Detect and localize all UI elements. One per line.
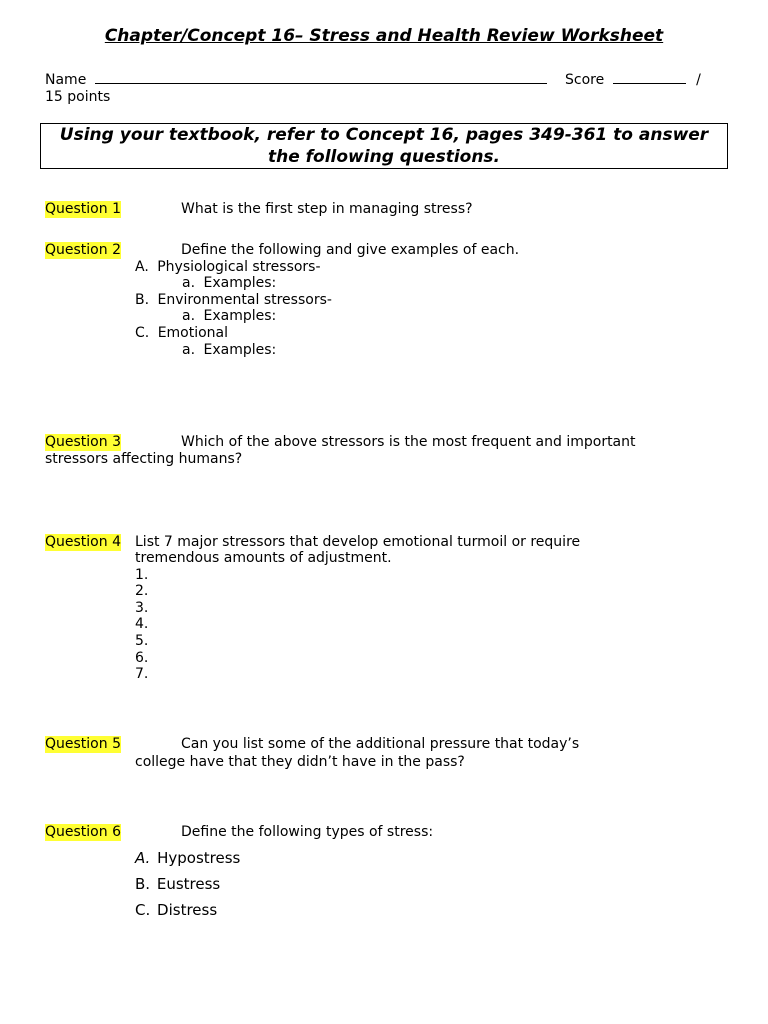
question-4-label: Question 4 [45,534,121,550]
question-1-label: Question 1 [45,201,121,217]
q4-number-1: 1. [135,567,149,583]
instructions-box [40,123,728,169]
list-letter: B. [135,875,151,893]
list-letter: C. [135,901,151,919]
question-6-label: Question 6 [45,824,121,840]
list-item-text: Environmental stressors- [157,292,332,308]
question-2-label: Question 2 [45,242,121,258]
sub-letter: a. [182,308,196,324]
q4-number-7: 7. [135,666,149,682]
list-letter: B. [135,292,150,308]
score-field-row [565,70,701,89]
list-item-text: Physiological stressors- [157,259,321,275]
question-5-label: Question 5 [45,736,121,752]
question-1-text: What is the first step in managing stress? [181,201,473,217]
question-5-text-line-2: college have that they didn’t have in the pass? [135,754,465,770]
question-4-text-line-1: List 7 major stressors that develop emotional turmoil or require [135,534,581,550]
list-item-text: Emotional [157,325,229,341]
sub-letter: a. [182,342,196,358]
list-letter: C. [135,325,150,341]
q2-item-a [135,259,321,276]
q2-item-c-sub [182,342,276,359]
q4-number-4: 4. [135,616,149,632]
q4-number-6: 6. [135,650,149,666]
list-item-text: Hypostress [157,849,241,867]
sub-text: Examples: [203,275,277,291]
score-label: Score [565,72,605,88]
instructions-line-1: Using your textbook, refer to Concept 16, pages 349-361 to answer [59,125,709,145]
list-item-text: Distress [157,901,218,919]
name-field-row [45,70,547,89]
list-letter: A. [135,259,149,275]
question-3-text-line-2: stressors affecting humans? [45,451,243,467]
question-3-text-line-1: Which of the above stressors is the most frequent and important [181,434,636,450]
sub-letter: a. [182,275,196,291]
score-slash: / [696,72,701,88]
question-3-label: Question 3 [45,434,121,450]
question-2-text: Define the following and give examples of each. [181,242,520,258]
worksheet-title: Chapter/Concept 16– Stress and Health Review Worksheet [104,26,664,46]
total-points: 15 points [45,89,111,105]
q2-item-b [135,292,332,309]
sub-text: Examples: [203,308,277,324]
q4-number-5: 5. [135,633,149,649]
question-6-text: Define the following types of stress: [181,824,434,840]
name-label: Name [45,72,87,88]
q4-number-3: 3. [135,600,149,616]
q2-item-c [135,325,228,342]
q6-item-a [135,850,240,867]
name-blank[interactable] [95,70,547,84]
sub-text: Examples: [203,342,277,358]
q6-item-c [135,902,217,919]
question-4-text-line-2: tremendous amounts of adjustment. [135,550,392,566]
q2-item-a-sub [182,275,276,292]
question-5-text-line-1: Can you list some of the additional pressure that today’s [181,736,580,752]
list-letter: A. [135,849,151,867]
q2-item-b-sub [182,308,276,325]
instructions-line-2: the following questions. [267,147,501,167]
score-blank[interactable] [613,70,686,84]
list-item-text: Eustress [156,875,221,893]
q4-number-2: 2. [135,583,149,599]
q6-item-b [135,876,220,893]
